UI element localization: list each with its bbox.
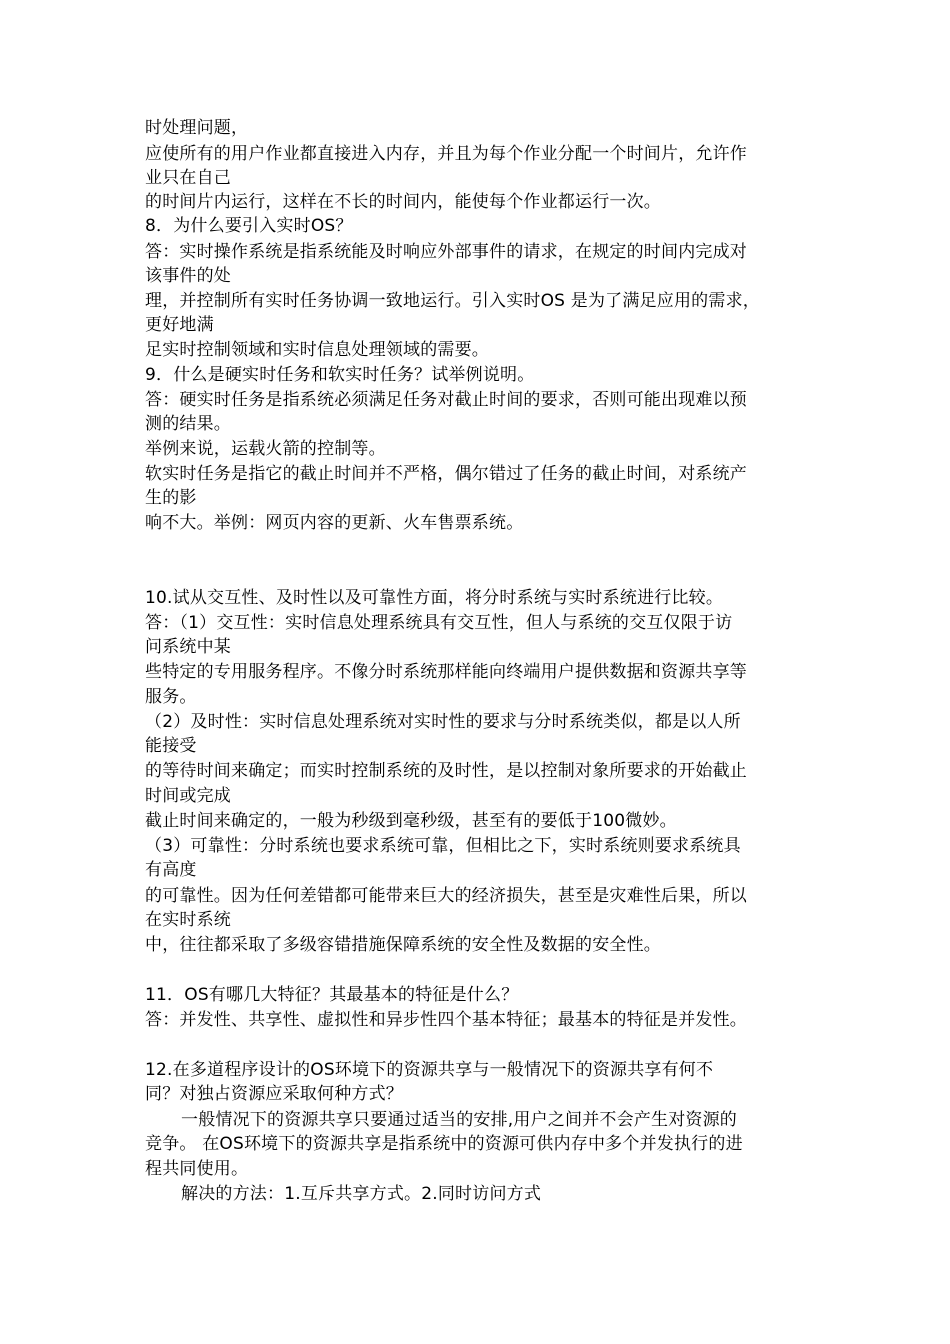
question-heading: 11．OS有哪几大特征？其最基本的特征是什么？: [145, 985, 519, 1005]
text-line: 截止时间来确定的，一般为秒级到毫秒级，甚至有的要低于100微妙。: [145, 811, 677, 831]
text-line: （2）及时性：实时信息处理系统对实时性的要求与分时系统类似，都是以人所: [145, 712, 741, 732]
question-heading: 8．为什么要引入实时OS？: [145, 216, 353, 236]
text-line: 问系统中某: [145, 637, 231, 657]
text-line: 测的结果。: [145, 414, 231, 434]
question-heading: 12.在多道程序设计的OS环境下的资源共享与一般情况下的资源共享有何不: [145, 1060, 714, 1080]
question-heading: 同？对独占资源应采取何种方式？: [145, 1084, 403, 1104]
text-line: 答：硬实时任务是指系统必须满足任务对截止时间的要求，否则可能出现难以预: [145, 390, 747, 410]
text-line: 答：并发性、共享性、虚拟性和异步性四个基本特征；最基本的特征是并发性。: [145, 1010, 747, 1030]
text-line: 有高度: [145, 860, 197, 880]
text-line: 软实时任务是指它的截止时间并不严格，偶尔错过了任务的截止时间，对系统产: [145, 464, 747, 484]
text-line: 业只在自己: [145, 168, 231, 188]
text-line: 服务。: [145, 687, 197, 707]
question-heading: 9．什么是硬实时任务和软实时任务？试举例说明。: [145, 365, 535, 385]
text-line: 更好地满: [145, 315, 214, 335]
text-line: 能接受: [145, 736, 197, 756]
text-line: 举例来说，运载火箭的控制等。: [145, 439, 386, 459]
text-line: 中，往往都采取了多级容错措施保障系统的安全性及数据的安全性。: [145, 935, 661, 955]
text-line: 应使所有的用户作业都直接进入内存，并且为每个作业分配一个时间片，允许作: [145, 144, 747, 164]
text-line: 在实时系统: [145, 910, 231, 930]
text-line: 响不大。举例：网页内容的更新、火车售票系统。: [145, 513, 524, 533]
text-line: 解决的方法：1.互斥共享方式。2.同时访问方式: [181, 1184, 542, 1204]
question-heading: 10.试从交互性、及时性以及可靠性方面，将分时系统与实时系统进行比较。: [145, 588, 724, 608]
text-line: 的等待时间来确定；而实时控制系统的及时性，是以控制对象所要求的开始截止: [145, 761, 747, 781]
text-line: 该事件的处: [145, 266, 231, 286]
text-line: 一般情况下的资源共享只要通过适当的安排,用户之间并不会产生对资源的: [181, 1110, 738, 1130]
text-line: 竞争。 在OS环境下的资源共享是指系统中的资源可供内存中多个并发执行的进: [145, 1134, 743, 1154]
text-line: 些特定的专用服务程序。不像分时系统那样能向终端用户提供数据和资源共享等: [145, 662, 747, 682]
text-line: 理，并控制所有实时任务协调一致地运行。引入实时OS 是为了满足应用的需求，: [145, 291, 760, 311]
text-line: 答：（1）交互性：实时信息处理系统具有交互性，但人与系统的交互仅限于访: [145, 613, 733, 633]
text-line: （3）可靠性：分时系统也要求系统可靠，但相比之下，实时系统则要求系统具: [145, 836, 741, 856]
text-line: 生的影: [145, 488, 197, 508]
text-line: 时间或完成: [145, 786, 231, 806]
text-line: 时处理问题，: [145, 118, 249, 138]
text-line: 的可靠性。因为任何差错都可能带来巨大的经济损失，甚至是灾难性后果，所以: [145, 886, 747, 906]
text-line: 的时间片内运行，这样在不长的时间内，能使每个作业都运行一次。: [145, 192, 661, 212]
text-line: 答：实时操作系统是指系统能及时响应外部事件的请求，在规定的时间内完成对: [145, 242, 747, 262]
text-line: 程共同使用。: [145, 1159, 249, 1179]
text-line: 足实时控制领域和实时信息处理领域的需要。: [145, 340, 489, 360]
